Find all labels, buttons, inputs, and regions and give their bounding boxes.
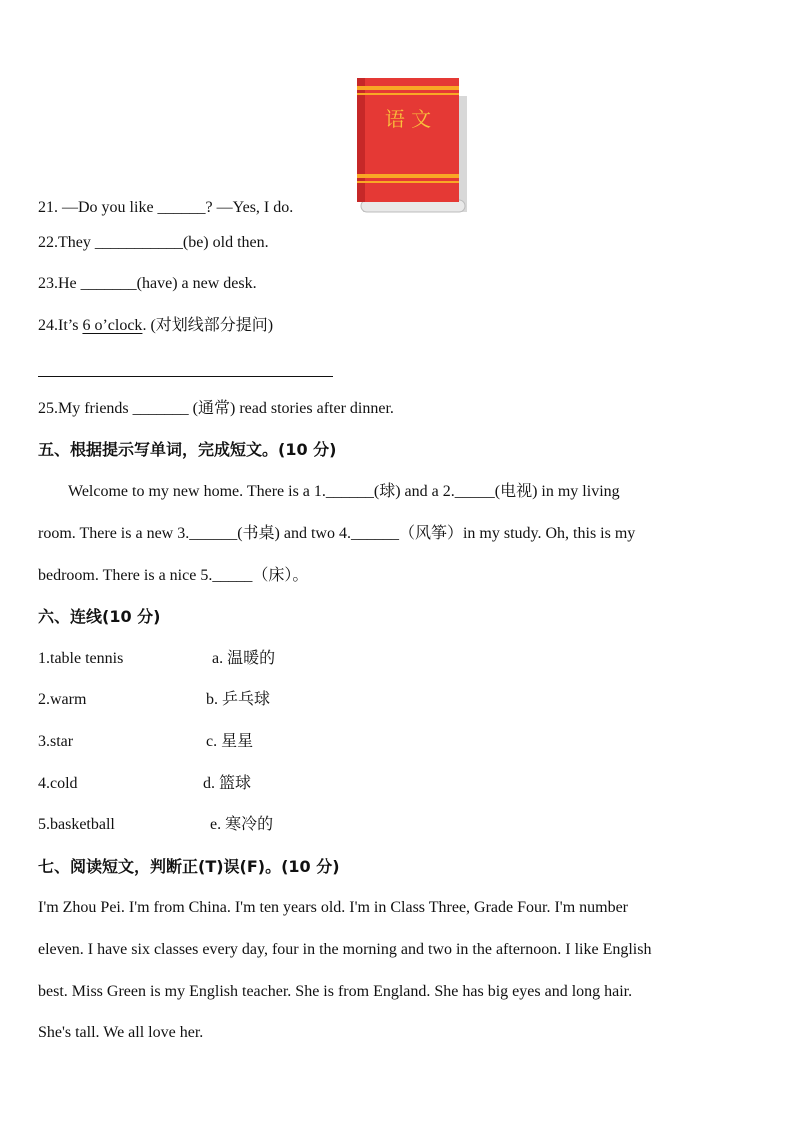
question-23: 23.He _______(have) a new desk.	[38, 275, 257, 292]
match-right-b: b. 乒乓球	[206, 691, 271, 708]
match-right-c: c. 星星	[206, 733, 254, 750]
section-7-title: 七、阅读短文，判断正(T)误(F)。(10 分)	[38, 857, 340, 876]
match-left-2: 2.warm	[38, 691, 87, 708]
match-right-e: e. 寒冷的	[210, 816, 274, 833]
section-6-title: 六、连线(10 分)	[38, 607, 161, 626]
question-25: 25.My friends _______ (通常) read stories after dinner.	[38, 400, 394, 417]
passage-line-1: I'm Zhou Pei. I'm from China. I'm ten years old. I'm in Class Three, Grade Four. I'm number	[38, 899, 629, 916]
match-left-5: 5.basketball	[38, 816, 115, 833]
question-21: 21. —Do you like ______? —Yes, I do.	[38, 199, 294, 216]
section-5-line-3: bedroom. There is a nice 5._____（床）。	[38, 567, 309, 584]
match-left-4: 4.cold	[38, 775, 78, 792]
book-label: 语 文	[384, 107, 432, 131]
question-24-post: . (对划线部分提问)	[142, 317, 274, 334]
question-24-underlined: 6 o’clock	[82, 317, 143, 334]
section-5-line-2: room. There is a new 3.______(书桌) and two 4.______（风筝）in my study. Oh, this is my	[38, 525, 636, 542]
chinese-book-icon	[355, 76, 470, 216]
match-left-1: 1.table tennis	[38, 650, 124, 667]
question-24	[38, 316, 273, 336]
question-22: 22.They ___________(be) old then.	[38, 234, 269, 251]
passage-line-3: best. Miss Green is my English teacher. She is from England. She has big eyes and long hair.	[38, 983, 633, 1000]
passage-line-2: eleven. I have six classes every day, four in the morning and two in the afternoon. I like English	[38, 941, 652, 958]
match-left-3: 3.star	[38, 733, 74, 750]
passage-line-4: She's tall. We all love her.	[38, 1024, 204, 1041]
answer-line	[38, 376, 333, 377]
match-right-d: d. 篮球	[203, 775, 252, 792]
section-5-line-1: Welcome to my new home. There is a 1.______(球) and a 2._____(电视) in my living	[68, 483, 620, 500]
question-24-pre: 24.It’s	[38, 317, 83, 334]
section-5-title: 五、根据提示写单词，完成短文。(10 分)	[38, 440, 337, 459]
match-right-a: a. 温暖的	[212, 650, 276, 667]
